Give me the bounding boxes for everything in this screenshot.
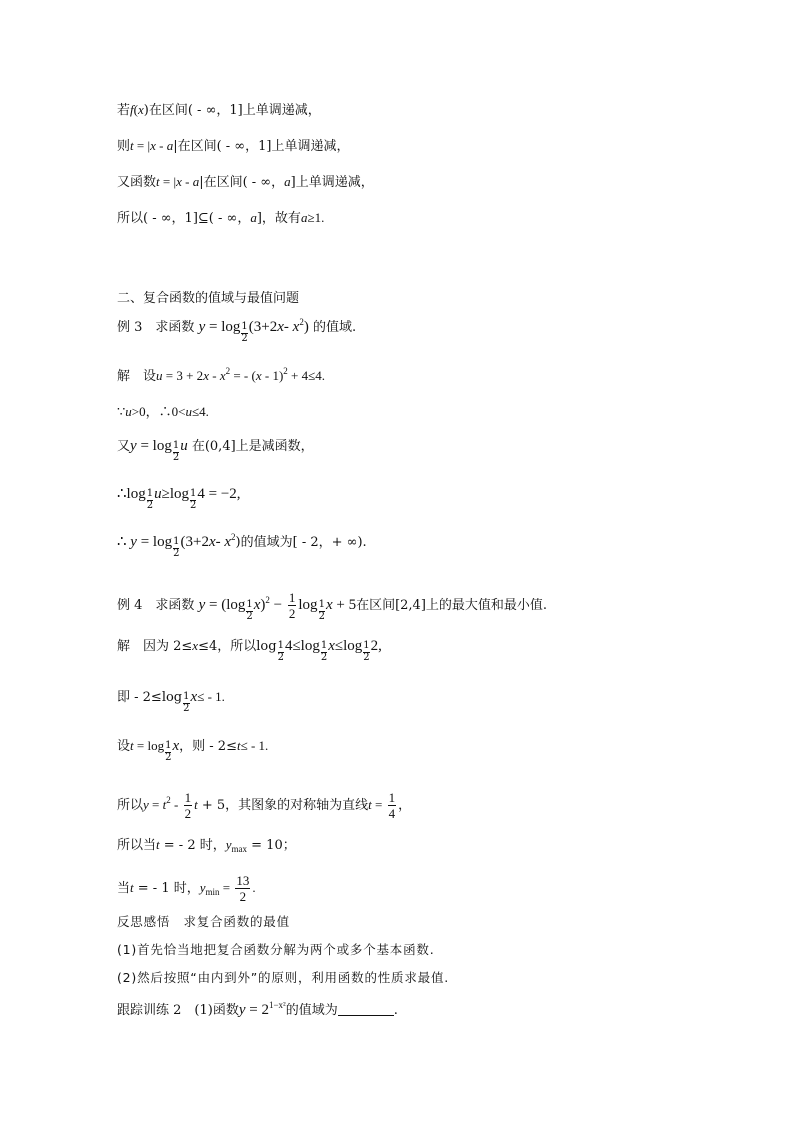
text: ≤4. (191, 404, 209, 419)
text: = | (159, 174, 177, 189)
text: 若 (117, 103, 131, 118)
text: 在(0,4]上是减函数， (191, 439, 314, 454)
fraction-numerator: 1 (190, 488, 197, 499)
math-text: = log (205, 319, 241, 335)
text: = (219, 880, 234, 895)
text: 又 (117, 439, 131, 454)
text-line-3 (117, 173, 374, 192)
fraction-numerator: 1 (288, 590, 296, 605)
text: - 1) (261, 368, 284, 383)
log-base-fraction (173, 537, 179, 559)
text: 即 - 2≤log (117, 690, 183, 705)
math-var: a (166, 138, 174, 153)
log-base-fraction (147, 489, 153, 511)
fraction (184, 790, 193, 821)
text: - (170, 797, 182, 812)
math-var: x (150, 138, 156, 153)
math-var: x (203, 368, 209, 383)
example-label: 例 3 (117, 320, 143, 335)
math-var: y (225, 837, 232, 852)
math-text: ∴ (117, 534, 131, 550)
text: 则 (117, 139, 131, 154)
example-label: 例 4 (117, 598, 143, 613)
fraction-denominator: 2 (239, 889, 247, 904)
math-var: x (292, 319, 300, 335)
text: |在区间( - ∞，1]上单调递减， (173, 139, 350, 154)
subscript: max (231, 844, 248, 854)
text: )在区间( - ∞，1]上单调递减， (143, 103, 321, 118)
text: 所以 (117, 798, 144, 813)
fraction (288, 590, 297, 621)
text: - (208, 368, 220, 383)
fraction-denominator: 2 (288, 606, 296, 621)
text: 当 (117, 881, 131, 896)
text: ]上单调递减， (290, 175, 374, 190)
text: - (181, 174, 193, 189)
math-var: a (300, 210, 308, 225)
math-var: t (156, 837, 160, 852)
text: ， (398, 798, 412, 813)
text: = - 2 时， (159, 838, 226, 853)
math-var: x (328, 638, 335, 654)
math-var: x (277, 319, 284, 335)
text: ]，故有 (256, 211, 301, 226)
log-base-fraction (321, 641, 327, 663)
log-base-fraction (165, 741, 171, 763)
text: - (155, 138, 167, 153)
math-var: u (154, 486, 162, 502)
math-text: = log (136, 438, 172, 454)
fraction-denominator: 2 (172, 452, 180, 463)
math-var: t (194, 797, 198, 812)
math-var: x (192, 638, 199, 653)
log-base-fraction (363, 641, 369, 663)
math-text: − (269, 597, 286, 613)
solution-4-line-3 (117, 737, 268, 763)
text: = - ( (230, 368, 256, 383)
text-line-2 (117, 137, 349, 156)
reflection-heading: 反思感悟 求复合函数的最值 (117, 914, 290, 929)
reflection-point-2 (117, 969, 449, 988)
log-base-fraction (319, 600, 325, 622)
math-text: 2, (370, 638, 382, 654)
text: . (393, 1003, 398, 1018)
math-text: = log (136, 534, 173, 550)
practice-question (117, 1001, 398, 1020)
fraction (235, 873, 250, 904)
math-text: = (log (205, 597, 246, 613)
math-var: x (137, 102, 144, 117)
math-var: x (224, 534, 232, 550)
fraction-denominator: 2 (277, 652, 284, 663)
math-text: log (298, 597, 318, 613)
exponent: 2 (265, 595, 270, 605)
log-base-fraction (190, 489, 196, 511)
fraction-numerator: 1 (173, 536, 180, 547)
math-text: (3+2 (180, 534, 209, 550)
exponent: 2 (231, 532, 236, 542)
subscript: min (205, 887, 220, 897)
fraction-numerator: 1 (183, 691, 190, 702)
math-var: f (130, 102, 134, 117)
math-var: y (130, 438, 137, 454)
solution-4-line-5 (117, 836, 296, 858)
fraction-numerator: 1 (241, 321, 248, 332)
log-base-fraction (241, 322, 247, 344)
math-var: u (125, 404, 132, 419)
exponent: 2 (225, 366, 231, 376)
text: ≤ - 1. (240, 738, 269, 753)
solution-3-line-3 (117, 437, 314, 463)
math-text: ) (260, 597, 266, 613)
solution-3-line-1 (117, 367, 325, 386)
reflection-title (117, 913, 290, 932)
math-var: u (180, 438, 188, 454)
text: 解 设 (117, 369, 157, 384)
solution-3-line-2 (117, 403, 209, 422)
fraction-denominator: 4 (388, 806, 396, 821)
math-var: t (368, 797, 372, 812)
math-text: 4≤log (284, 638, 320, 654)
math-var: x (219, 368, 226, 383)
text: 的值域为 (285, 1003, 338, 1018)
section-title: 二、复合函数的值域与最值问题 (117, 291, 300, 306)
text: 所以当 (117, 838, 157, 853)
fraction-numerator: 1 (184, 790, 192, 805)
text: . (252, 880, 256, 895)
text: 设 (117, 739, 131, 754)
log-base-fraction (183, 692, 189, 714)
fraction-numerator: 1 (165, 740, 172, 751)
math-var: y (130, 534, 137, 550)
fraction-denominator: 2 (190, 500, 197, 511)
solution-4-line-4 (117, 790, 411, 821)
fraction-numerator: 1 (388, 790, 396, 805)
math-text: ∴log (117, 486, 146, 502)
text: 解 因为 2≤ (117, 639, 193, 654)
math-text: + 5 (332, 597, 357, 613)
math-var: t (130, 138, 134, 153)
math-var: x (253, 597, 261, 613)
text: ( (133, 102, 138, 117)
fraction-denominator: 2 (165, 752, 172, 763)
fraction-denominator: 2 (246, 611, 253, 622)
fraction-denominator: 2 (173, 548, 180, 559)
text: + 5，其图象的对称轴为直线 (197, 798, 369, 813)
fraction-denominator: 2 (318, 611, 325, 622)
text: 跟踪训练 2 (1)函数 (117, 1003, 239, 1018)
solution-4-line-2 (117, 688, 225, 714)
fraction (388, 790, 397, 821)
math-text: (3+2 (248, 319, 278, 335)
reflection-text: (2)然后按照“由内到外”的原则，利用函数的性质求最值. (117, 970, 450, 985)
fraction-numerator: 1 (246, 599, 253, 610)
text: = (371, 797, 386, 812)
math-var: u (185, 404, 192, 419)
fraction-denominator: 2 (184, 806, 192, 821)
text: ≤4，所以log (198, 639, 277, 654)
text: >0，∴0< (131, 404, 186, 419)
math-var: x (255, 368, 262, 383)
exponent: 2 (299, 317, 304, 327)
exponent: 2 (166, 795, 171, 805)
reflection-text: (1)首先恰当地把复合函数分解为两个或多个基本函数. (117, 942, 435, 957)
section-heading (117, 290, 299, 308)
text: 求函数 (155, 598, 195, 613)
math-var: y (199, 880, 206, 895)
math-var: a (284, 174, 291, 189)
text: ≤ - 1. (197, 689, 225, 704)
text-line-4 (117, 209, 324, 228)
math-text: 4 = −2, (197, 486, 241, 502)
text: |在区间( - ∞， (199, 175, 285, 190)
fraction-denominator: 2 (320, 652, 328, 663)
math-text: ≥log (161, 486, 189, 502)
math-text: = 2 (245, 1002, 269, 1018)
exponent: 2 (283, 366, 288, 376)
fraction-numerator: 1 (277, 640, 284, 651)
math-var: u (156, 368, 163, 383)
text: ∵ (117, 405, 126, 420)
fraction-numerator: 1 (172, 440, 180, 451)
reflection-point-1 (117, 941, 434, 960)
fraction-denominator: 2 (363, 652, 370, 663)
math-var: x (325, 597, 333, 613)
example-3 (117, 318, 356, 344)
fraction-numerator: 1 (320, 640, 328, 651)
math-var: y (143, 797, 149, 812)
math-var: y (198, 319, 206, 335)
log-base-fraction (173, 441, 179, 463)
text: )的值域为[ - 2，+ ∞). (235, 535, 367, 550)
fraction-denominator: 2 (241, 333, 248, 344)
solution-4-line-6 (117, 873, 256, 904)
text: = - 1 时， (133, 881, 200, 896)
solution-3-line-4 (117, 485, 241, 511)
solution-3-line-5 (117, 533, 367, 559)
math-var: t (130, 738, 134, 753)
answer-blank[interactable] (338, 1003, 394, 1016)
math-var: x (208, 534, 216, 550)
exponent: 1−x² (268, 1000, 286, 1010)
fraction-denominator: 2 (146, 500, 154, 511)
math-text: ) (303, 319, 309, 335)
math-text: - (283, 319, 293, 335)
log-base-fraction (246, 600, 252, 622)
text: ，则 - 2≤ (179, 739, 237, 754)
text: 求函数 (155, 320, 195, 335)
text: + 4≤4. (287, 368, 326, 383)
math-var: a (250, 210, 257, 225)
math-var: x (172, 738, 180, 754)
math-var: x (190, 689, 198, 705)
math-var: t (236, 738, 241, 753)
text: 在区间[2,4]上的最大值和最小值. (356, 598, 548, 613)
text: 又函数 (117, 175, 157, 190)
text: = 3 + 2 (162, 368, 204, 383)
math-var: x (176, 174, 182, 189)
fraction-numerator: 1 (146, 488, 154, 499)
math-text: - (215, 534, 225, 550)
text: 的值域. (312, 320, 357, 335)
fraction-numerator: 1 (318, 599, 325, 610)
example-4 (117, 590, 547, 622)
text: = 10； (247, 838, 296, 853)
math-var: t (162, 797, 167, 812)
math-var: y (238, 1002, 246, 1018)
text: = log (133, 738, 165, 753)
text-line-1 (117, 101, 321, 120)
math-text: ≤log (334, 638, 363, 654)
fraction-numerator: 13 (236, 873, 250, 888)
math-var: t (156, 174, 160, 189)
text: = (148, 797, 163, 812)
text: = | (133, 138, 151, 153)
math-var: t (130, 880, 134, 895)
solution-4-line-1 (117, 637, 382, 663)
math-var: y (198, 597, 206, 613)
fraction-numerator: 1 (363, 640, 370, 651)
log-base-fraction (278, 641, 284, 663)
text: ≥1. (307, 210, 325, 225)
text: 所以( - ∞，1]⊆( - ∞， (117, 211, 251, 226)
fraction-denominator: 2 (183, 703, 190, 714)
math-var: a (192, 174, 200, 189)
